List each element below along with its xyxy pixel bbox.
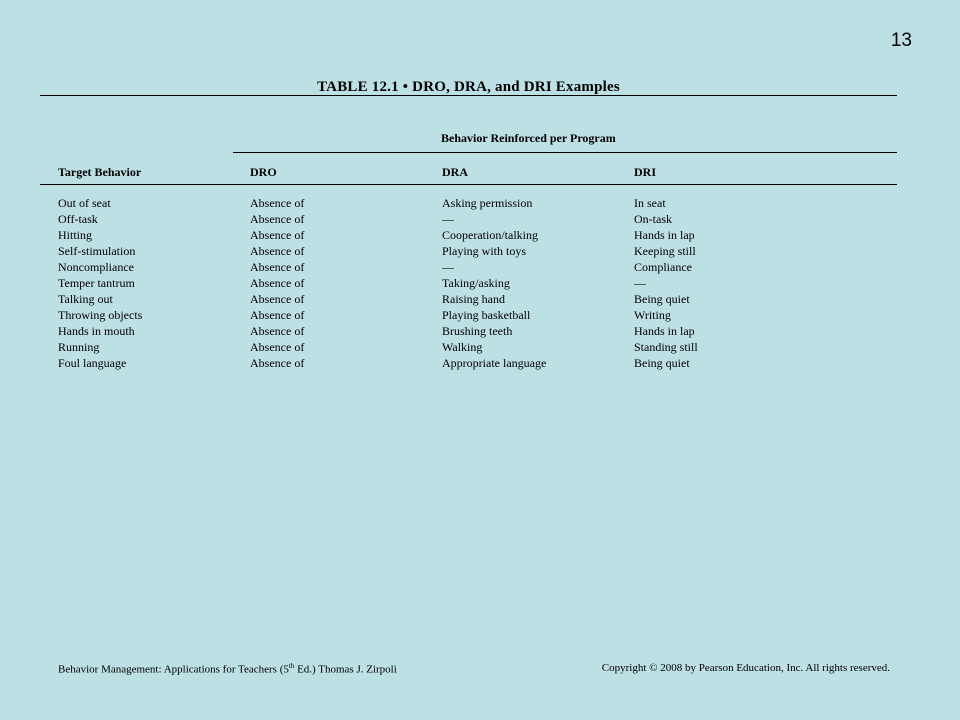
spanning-header-rule (233, 152, 897, 153)
cell-dro: Absence of (250, 276, 305, 290)
cell-dri: On-task (634, 212, 672, 226)
cell-dra: Raising hand (442, 292, 505, 306)
cell-dro: Absence of (250, 356, 305, 370)
cell-dri: Being quiet (634, 292, 690, 306)
cell-dra: Taking/asking (442, 276, 510, 290)
cell-dro: Absence of (250, 324, 305, 338)
cell-dra: Walking (442, 340, 483, 354)
cell-dri: Standing still (634, 340, 698, 354)
table-body (0, 195, 960, 371)
table-row (0, 307, 960, 323)
cell-dra: — (442, 212, 454, 226)
cell-dra: Playing basketball (442, 308, 531, 322)
cell-dri: Being quiet (634, 356, 690, 370)
table-row (0, 227, 960, 243)
table-row (0, 211, 960, 227)
table-row (0, 323, 960, 339)
cell-dra: Cooperation/talking (442, 228, 538, 242)
table-row (0, 243, 960, 259)
header-rule (40, 184, 897, 185)
column-header-dro: DRO (250, 165, 277, 179)
footer-book-citation (58, 662, 397, 676)
column-header-dri: DRI (634, 165, 657, 179)
table-row (0, 275, 960, 291)
cell-target-behavior: Off-task (58, 212, 98, 226)
cell-dro: Absence of (250, 196, 305, 210)
cell-dri: Keeping still (634, 244, 696, 258)
table-title: TABLE 12.1 • DRO, DRA, and DRI Examples (317, 79, 620, 95)
cell-target-behavior: Self-stimulation (58, 244, 136, 258)
cell-dra: Appropriate language (442, 356, 547, 370)
title-rule (40, 95, 897, 96)
cell-target-behavior: Foul language (58, 356, 127, 370)
table-row (0, 291, 960, 307)
cell-dra: Asking permission (442, 196, 533, 210)
footer-citation-start: Behavior Management: Applications for Teachers (5 (58, 663, 289, 676)
table-row (0, 259, 960, 275)
column-header-target-behavior: Target Behavior (58, 165, 142, 179)
cell-dro: Absence of (250, 292, 305, 306)
cell-dri: Hands in lap (634, 228, 695, 242)
cell-dra: Brushing teeth (442, 324, 513, 338)
cell-dri: Compliance (634, 260, 692, 274)
slide-number: 13 (890, 30, 912, 51)
footer-citation-superscript: th (288, 662, 295, 670)
cell-dra: — (442, 260, 454, 274)
table-row (0, 355, 960, 371)
cell-dri: In seat (634, 196, 666, 210)
cell-dro: Absence of (250, 308, 305, 322)
footer-citation-end: Ed.) Thomas J. Zirpoli (294, 663, 397, 676)
footer-copyright: Copyright © 2008 by Pearson Education, Inc. All rights reserved. (601, 662, 890, 674)
cell-dri: Hands in lap (634, 324, 695, 338)
cell-target-behavior: Throwing objects (58, 308, 143, 322)
cell-dro: Absence of (250, 260, 305, 274)
cell-target-behavior: Talking out (58, 292, 113, 306)
column-header-dra: DRA (442, 165, 468, 179)
cell-target-behavior: Hands in mouth (58, 324, 135, 338)
cell-dro: Absence of (250, 212, 305, 226)
cell-target-behavior: Hitting (58, 228, 93, 242)
cell-target-behavior: Noncompliance (58, 260, 134, 274)
table-row (0, 195, 960, 211)
table-row (0, 339, 960, 355)
cell-dro: Absence of (250, 340, 305, 354)
cell-target-behavior: Temper tantrum (58, 276, 135, 290)
cell-target-behavior: Running (58, 340, 100, 354)
cell-dri: — (634, 276, 646, 290)
cell-dro: Absence of (250, 228, 305, 242)
cell-dri: Writing (634, 308, 671, 322)
cell-target-behavior: Out of seat (58, 196, 111, 210)
cell-dro: Absence of (250, 244, 305, 258)
spanning-header: Behavior Reinforced per Program (441, 131, 616, 145)
cell-dra: Playing with toys (442, 244, 527, 258)
